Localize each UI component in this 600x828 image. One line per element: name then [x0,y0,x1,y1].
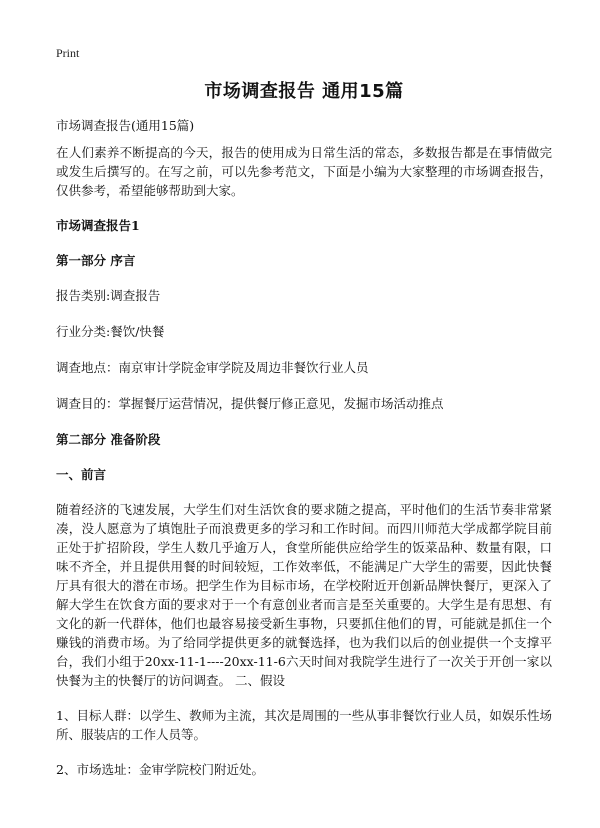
report-type: 报告类别:调查报告 [56,288,161,303]
report-heading: 市场调查报告1 [56,218,140,233]
part2-heading: 第二部分 准备阶段 [56,432,161,447]
industry-category: 行业分类:餐饮/快餐 [56,324,165,339]
survey-purpose: 调查目的：掌握餐厅运营情况，提供餐厅修正意见，发掘市场活动推点 [56,396,444,411]
document-title: 市场调查报告 通用15篇 [204,81,404,102]
document-page [56,80,552,795]
item1-paragraph: 1、目标人群：以学生、教师为主流，其次是周围的一些从事非餐饮行业人员，如娱乐性场所、服装店的工作人员等。 [56,708,552,742]
item2-paragraph: 2、市场选址：金审学院校门附近处。 [56,762,264,777]
intro-paragraph: 在人们素养不断提高的今天，报告的使用成为日常生活的常态，多数报告都是在事情做完或发生后撰写的。在写之前，可以先参考范文，下面是小编为大家整理的市场调查报告，仅供参考，希望能够帮助到大家。 [56,145,552,198]
part1-heading: 第一部分 序言 [56,253,136,268]
print-link[interactable]: Print [56,46,80,60]
preface-paragraph: 随着经济的飞速发展，大学生们对生活饮食的要求随之提高，平时他们的生活节奏非常紧凑，没人愿意为了填饱肚子而浪费更多的学习和工作时间。而四川师范大学成都学院目前正处于扩招阶段，学生人数几乎逾万人，食堂所能供应给学生的饭菜品种、数量有限，口味不齐全，并且提供用餐的时间较短，工作效率低，不能满足广大学生的需要，因此快餐厅具有很大的潜在市场。把学生作为目标市场，在学校附近开创新品牌快餐厅，更深入了解大学生在饮食方面的要求对于一个有意创业者而言是至关重要的。大学生是有思想、有文化的新一代群体，他们也最容易接受新生事物，只要抓住他们的胃，可能就是抓住一个赚钱的消费市场。为了给同学提供更多的就餐选择，也为我们以后的创业提供一个支撑平台，我们小组于20xx-11-1----20xx-11-6六天时间对我院学生进行了一次关于开创一家以快餐为主的快餐厅的访问调查。 二、假设 [56,502,552,688]
document-subtitle: 市场调查报告(通用15篇) [56,118,195,133]
section1-heading: 一、前言 [56,467,107,482]
survey-location: 调查地点：南京审计学院金审学院及周边非餐饮行业人员 [56,360,369,375]
